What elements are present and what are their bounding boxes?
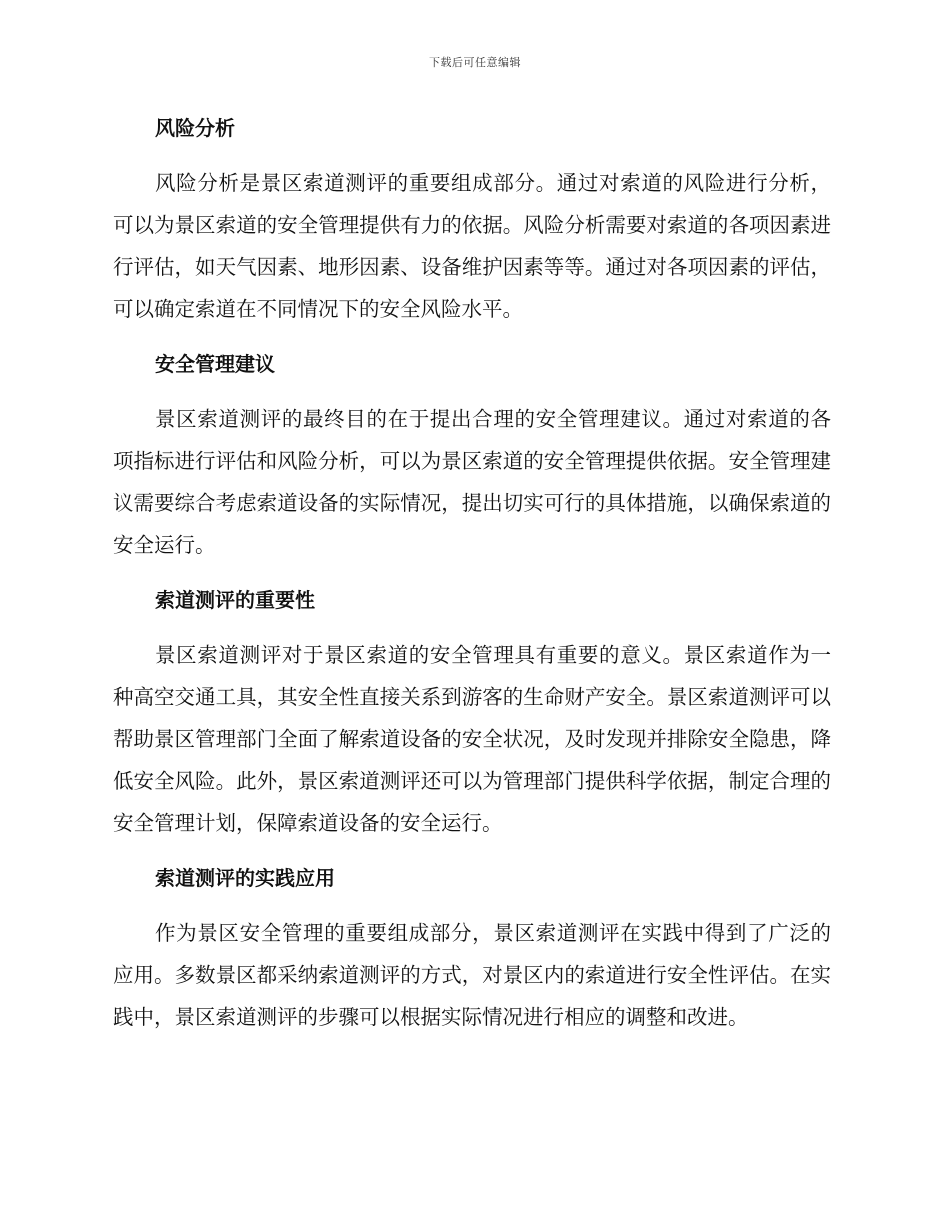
section-heading-risk-analysis: 风险分析 [155,116,235,140]
header-note: 下载后可任意编辑 [429,56,521,69]
section-paragraph-practice: 作为景区安全管理的重要组成部分，景区索道测评在实践中得到了广泛的应用。多数景区都采纳索道测评的方式，对景区内的索道进行安全性评估。在实践中，景区索道测评的步骤可以根据实际情况进行相应的调整和改进。 [113,921,831,1029]
section-paragraph-safety-advice: 景区索道测评的最终目的在于提出合理的安全管理建议。通过对索道的各项指标进行评估和风险分析，可以为景区索道的安全管理提供依据。安全管理建议需要综合考虑索道设备的实际情况，提出切实可行的具体措施，以确保索道的安全运行。 [113,407,831,557]
section-paragraph-importance: 景区索道测评对于景区索道的安全管理具有重要的意义。景区索道作为一种高空交通工具，其安全性直接关系到游客的生命财产安全。景区索道测评可以帮助景区管理部门全面了解索道设备的安全状况，及时发现并排除安全隐患，降低安全风险。此外，景区索道测评还可以为管理部门提供科学依据，制定合理的安全管理计划，保障索道设备的安全运行。 [113,643,831,835]
section-heading-importance: 索道测评的重要性 [155,588,315,612]
section-heading-practice: 索道测评的实践应用 [155,866,335,890]
document-body [113,108,831,1052]
section-paragraph-risk-analysis: 风险分析是景区索道测评的重要组成部分。通过对索道的风险进行分析，可以为景区索道的安全管理提供有力的依据。风险分析需要对索道的各项因素进行评估，如天气因素、地形因素、设备维护因素等等。通过对各项因素的评估，可以确定索道在不同情况下的安全风险水平。 [113,171,831,321]
section-heading-safety-advice: 安全管理建议 [155,352,275,376]
